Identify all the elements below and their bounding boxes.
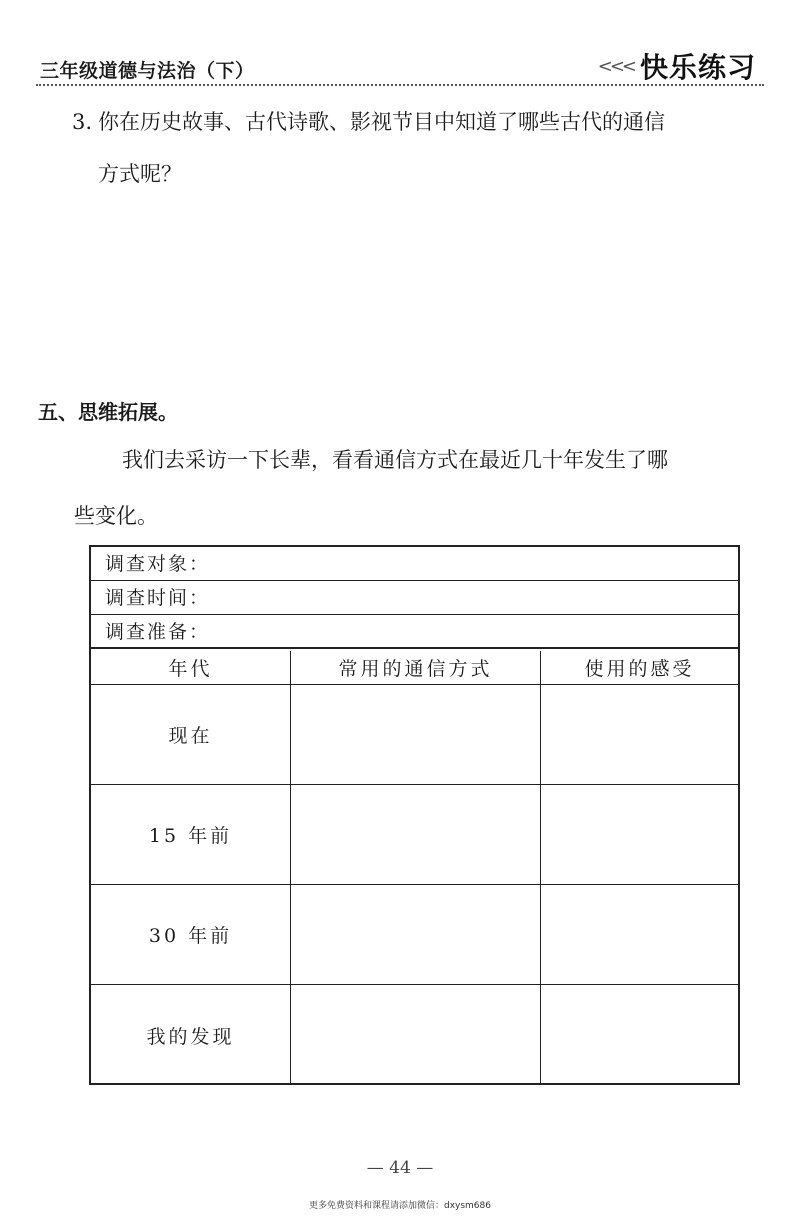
section-label: 快乐练习 (639, 51, 756, 84)
survey-subject-field[interactable]: 调查对象： (91, 547, 738, 581)
table-row (91, 985, 738, 1085)
footer-note: 更多免费资料和课程请添加微信：dxysm686 (308, 1201, 491, 1211)
page-number: — 44 — (366, 1158, 434, 1178)
row-label: 15 年前 (91, 785, 291, 884)
question-3 (72, 96, 762, 200)
table-row (91, 785, 738, 885)
chevrons-icon: <<< (597, 55, 634, 77)
header-era: 年代 (91, 651, 291, 684)
table-header-row (91, 651, 738, 685)
feelings-answer-cell[interactable] (541, 785, 738, 884)
header-divider (36, 84, 764, 86)
survey-time-field[interactable]: 调查时间： (91, 581, 738, 615)
question-number: 3. (72, 110, 93, 134)
findings-answer-cell[interactable] (541, 985, 738, 1085)
question-line-2: 方式呢？ (98, 162, 182, 186)
question-line-1: 你在历史故事、古代诗歌、影视节目中知道了哪些古代的通信 (98, 110, 665, 134)
methods-answer-cell[interactable] (291, 785, 541, 884)
survey-prep-field[interactable]: 调查准备： (91, 615, 738, 649)
table-row (91, 885, 738, 985)
table-row (91, 685, 738, 785)
survey-table (89, 545, 740, 1085)
row-label: 我的发现 (91, 985, 291, 1085)
header-section-label (598, 46, 756, 86)
findings-answer-cell[interactable] (291, 985, 541, 1085)
section-title: 五、思维拓展。 (38, 400, 178, 424)
intro-line-1: 我们去采访一下长辈，看看通信方式在最近几十年发生了哪 (122, 448, 668, 472)
section-intro (74, 432, 764, 544)
feelings-answer-cell[interactable] (541, 685, 738, 784)
row-label: 30 年前 (91, 885, 291, 984)
header-feelings: 使用的感受 (584, 658, 695, 680)
feelings-answer-cell[interactable] (541, 885, 738, 984)
methods-answer-cell[interactable] (291, 885, 541, 984)
row-label: 现在 (91, 685, 291, 784)
survey-grid (91, 651, 738, 1085)
book-title: 三年级道德与法治（下） (40, 60, 255, 82)
methods-answer-cell[interactable] (291, 685, 541, 784)
header-methods: 常用的通信方式 (291, 651, 541, 684)
intro-line-2: 些变化。 (74, 504, 158, 528)
